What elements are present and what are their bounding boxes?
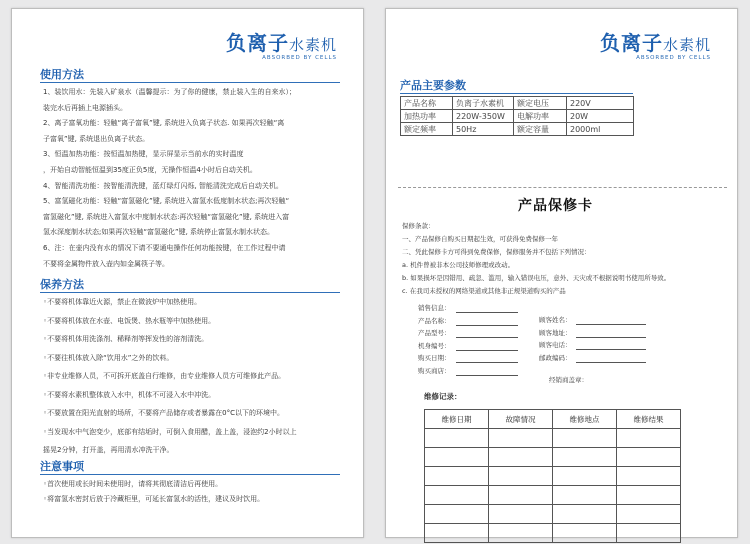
spec-cell: 220W-350W [453,110,514,123]
text-line: 不要将金属物件放入壶内如金属筷子等。 [43,259,169,268]
usage-title: 使用方法 [40,68,84,81]
repair-cell[interactable] [489,467,553,486]
text-line: ◦不要放置在阳光直射的场所，不要将产品储存或者暴露在0°C以下的环境中。 [43,409,284,417]
repair-cell[interactable] [425,467,489,486]
repair-cell[interactable] [425,486,489,505]
spec-cell: 负离子水素机 [453,97,514,110]
spec-row [401,110,634,123]
text-line: 6、注：在壶内没有水的情况下请不要通电操作任何功能按键，在工作过程中请 [43,244,286,252]
repair-cell[interactable] [489,429,553,448]
logo-main-text: 负离子 [599,31,663,55]
spec-title: 产品主要参数 [400,79,466,92]
right-page [385,8,738,538]
field-label: 顾客地址： [539,328,572,337]
field-input-line[interactable] [576,362,646,363]
spec-cell: 电解功率 [514,110,567,123]
logo-suffix-text: 水素机 [662,36,711,54]
warranty-line: c. 在我司未授权的网络渠道或其他非正规渠道购买的产品 [402,287,566,295]
repair-cell[interactable] [425,429,489,448]
repair-record-title: 维修记录： [424,392,462,401]
field-label: 购买日期： [418,354,451,362]
brand-logo [591,27,711,61]
field-label: 购买商店： [418,366,451,375]
repair-cell[interactable] [553,505,617,524]
logo-suffix-text: 水素机 [288,36,337,54]
spec-rule [400,93,633,94]
text-line: ◦非专业维修人员，不可拆开底盖自行维修，由专业维修人员方可维修此产品。 [43,372,286,380]
repair-cell[interactable] [553,429,617,448]
field-label: 顾客姓名： [539,316,572,324]
spec-cell: 额定电压 [514,97,567,110]
text-line: 4、智能清洗功能：按智能清洗键，蓝灯绿灯闪烁, 智能清洗完成后自动关机。 [43,181,283,190]
repair-cell[interactable] [425,448,489,467]
field-label: 产品名称： [418,316,451,325]
field-label: 机身编号： [418,341,451,350]
warranty-line: 保修条款： [402,222,435,230]
field-input-line[interactable] [456,375,518,376]
notes-title: 注意事项 [40,460,84,473]
text-line: ◦不要将机体放在水壶、电饭煲、热水瓶等中加热使用。 [43,316,216,325]
field-label: 顾客电话： [539,341,572,349]
text-line: 氢水深度制水状态;如果再次轻触“富氢磁化”键, 系统停止富氢水制水状态。 [43,228,275,237]
text-line: ，开始自动智能恒温到35度正负5度，无操作恒温4小时后自动关机。 [43,166,257,174]
field-input-line[interactable] [576,337,646,338]
text-line: ◦不要将水素机整体放入水中，机体不可浸入水中冲洗。 [43,390,216,399]
repair-cell[interactable] [489,505,553,524]
text-line: 子富氧”键, 系统退出负离子状态。 [43,134,150,143]
field-label: 邮政编码： [539,353,572,362]
field-label: 产品型号： [418,329,451,337]
text-line: 5、富氢磁化功能：轻触“富氢磁化”键, 系统进入富氢水低度制水状态;再次轻触“ [43,197,290,206]
repair-row [425,448,681,467]
text-line: 摇晃2分钟，打开盖，再用清水冲洗干净。 [43,446,174,454]
repair-row [425,467,681,486]
repair-cell[interactable] [553,524,617,543]
repair-cell[interactable] [489,486,553,505]
repair-cell[interactable] [425,524,489,543]
repair-header-cell: 维修结果 [617,410,681,429]
spec-cell: 额定容量 [514,123,567,136]
spec-cell: 2000ml [567,123,634,136]
repair-cell[interactable] [617,467,681,486]
left-page [11,8,364,538]
repair-row [425,486,681,505]
maintenance-rule [40,292,340,293]
text-line: 2、离子富氧功能：轻触“离子富氧”键, 系统进入负离子状态. 如果再次轻触“离 [43,119,285,128]
spec-row [401,97,634,110]
brand-logo [217,27,337,61]
text-line: ◦当发现水中气泡变少，底部有结垢时，可倒入食用醋，盖上盖，浸泡约2小时以上 [43,427,297,436]
repair-row [425,524,681,543]
logo-sub-text: ABSORBED BY CELLS [636,55,711,61]
spec-cell: 加热功率 [401,110,453,123]
repair-cell[interactable] [617,486,681,505]
logo-main-text: 负离子 [225,31,289,55]
repair-cell[interactable] [553,467,617,486]
text-line: ◦不要将机体用洗涤剂、稀释剂等挥发性的溶剂清洗。 [43,335,209,343]
repair-cell[interactable] [425,505,489,524]
text-line: 富氢磁化”键, 系统进入富氢水中度制水状态:再次轻触“富氢磁化”键, 系统进入富 [43,212,290,221]
field-input-line[interactable] [456,362,518,363]
repair-cell[interactable] [617,505,681,524]
warranty-line: a. 机件曾被非本公司技师修理或改动。 [402,261,515,269]
spec-row [401,123,634,136]
repair-row [425,429,681,448]
field-label: 销售信息： [418,304,451,312]
text-line: ◦首次使用或长时间未使用时，请将其彻底清洁后再使用。 [43,480,223,488]
spec-cell: 220V [567,97,634,110]
section-divider [398,187,727,188]
text-line: 3、恒温加热功能：按恒温加热键，显示屏显示当前水的实时温度 [43,150,244,159]
field-input-line[interactable] [456,337,518,338]
repair-header-cell: 故障情况 [489,410,553,429]
text-line: ◦将富氢水密封后放于冷藏柜里，可延长富氢水的活性，建议及时饮用。 [43,495,265,503]
text-line: ◦不要将机体靠近火源，禁止在微波炉中加热使用。 [43,298,202,306]
repair-record-table [424,409,681,543]
spec-cell: 50Hz [453,123,514,136]
spec-cell: 20W [567,110,634,123]
repair-cell[interactable] [489,524,553,543]
dealer-stamp-label: 经销商盖章： [549,376,588,384]
repair-header-row [425,410,681,429]
warranty-line: 一、产品保修自购买日期起生效，可获得免费保修一年 [402,235,558,243]
spec-cell: 产品名称 [401,97,453,110]
field-input-line[interactable] [456,325,518,326]
field-input-line[interactable] [456,350,518,351]
notes-rule [40,474,340,475]
repair-header-cell: 维修日期 [425,410,489,429]
text-line: ◦不要往机体放入除“饮用水”之外的饮料。 [43,353,174,362]
maintenance-title: 保养方法 [40,278,84,291]
spec-cell: 额定频率 [401,123,453,136]
field-input-line[interactable] [576,324,646,325]
repair-cell[interactable] [617,524,681,543]
repair-cell[interactable] [553,448,617,467]
repair-cell[interactable] [489,448,553,467]
repair-cell[interactable] [617,429,681,448]
warranty-line: b. 如果损坏是因错用、疏忽、滥用，输入错误电压，意外、天灾或不根据说明书使用所导致。 [402,274,671,282]
field-input-line[interactable] [456,312,518,313]
spec-table [400,96,634,136]
text-line: 装完水后再插上电源插头。 [43,103,127,112]
warranty-card-title: 产品保修卡 [518,198,593,214]
repair-row [425,505,681,524]
repair-header-cell: 维修地点 [553,410,617,429]
warranty-line: 二、凭此保修卡方可得到免费保修，保修服务并不包括下列情况： [402,248,591,256]
text-line: 1、装饮用水：先装入矿泉水（温馨提示：为了你的健康，禁止装入生的自来水）； [43,88,296,96]
logo-sub-text: ABSORBED BY CELLS [262,55,337,61]
repair-cell[interactable] [553,486,617,505]
field-input-line[interactable] [576,349,646,350]
repair-cell[interactable] [617,448,681,467]
usage-rule [40,82,340,83]
